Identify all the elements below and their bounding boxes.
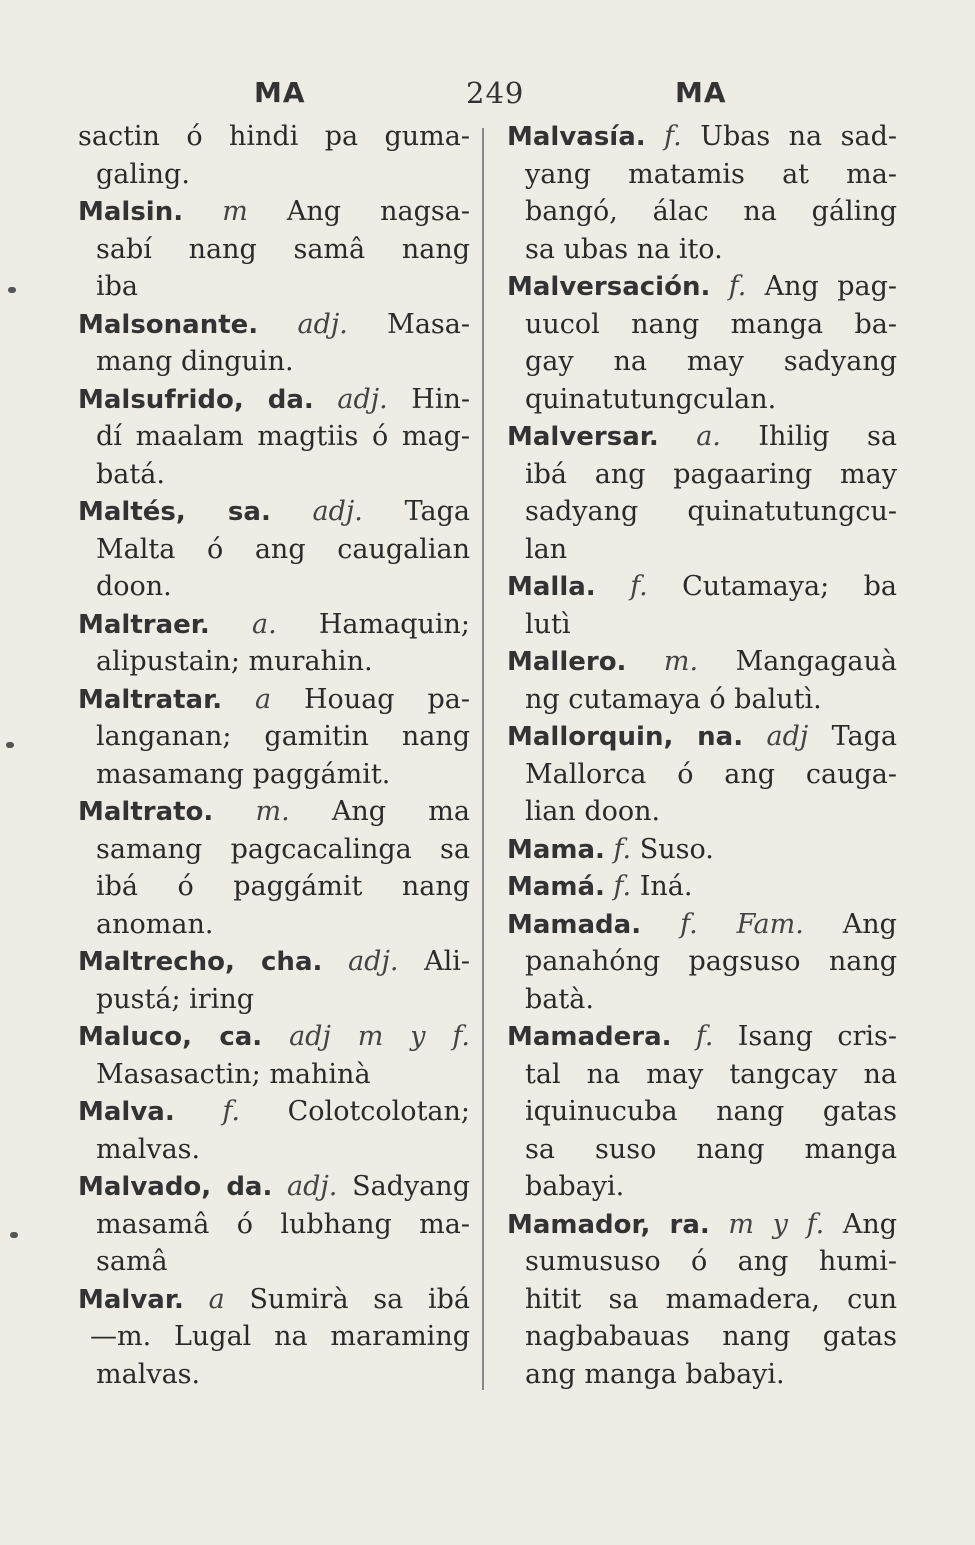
grammar-label: f. — [613, 833, 632, 865]
grammar-label: f. Fam. — [680, 908, 804, 940]
definition-text: pustá; iring — [96, 983, 255, 1015]
column-divider — [482, 128, 484, 1390]
definition-text: Isang cris- — [737, 1021, 897, 1052]
definition-text: Hin- — [411, 383, 470, 415]
headword: Maltés, sa. — [78, 497, 271, 527]
entry-line — [78, 1018, 470, 1056]
entry-line — [78, 831, 470, 869]
headword: Maltrato. — [78, 797, 214, 827]
definition-text: Cutamaya; ba — [682, 571, 897, 602]
definition-text: Ang nagsa- — [286, 196, 470, 227]
dictionary-entry — [78, 681, 470, 794]
grammar-label: adj. — [312, 496, 363, 527]
entry-line — [78, 756, 470, 794]
definition-text: iquinucuba nang gatas — [525, 1096, 897, 1127]
headword: Malsufrido, da. — [78, 384, 314, 415]
definition-text: ibá ang pagaaring may — [525, 458, 897, 490]
entry-line — [507, 831, 897, 869]
entry-line — [78, 531, 470, 569]
definition-text: yang matamis at ma- — [525, 158, 897, 190]
definition-text: sa suso nang manga — [525, 1133, 897, 1165]
grammar-label: m. — [255, 796, 290, 827]
headword: Mallorquin, na. — [507, 722, 744, 752]
definition-text: samang pagcacalinga sa — [96, 833, 470, 865]
entry-line — [78, 1093, 470, 1131]
entry-line — [507, 568, 897, 606]
definition-text: lian doon. — [525, 796, 661, 827]
entry-line — [78, 1168, 470, 1206]
headword: Malvado, da. — [78, 1172, 273, 1202]
definition-text: masamang paggámit. — [96, 758, 391, 790]
entry-line — [507, 1018, 897, 1056]
entry-line — [507, 193, 897, 231]
right-column — [507, 118, 897, 1393]
entry-line — [78, 493, 470, 531]
definition-text: Iná. — [639, 871, 693, 902]
definition-text: ang manga babayi. — [525, 1358, 785, 1390]
headword: Malsonante. — [78, 309, 259, 340]
definition-text: gay na may sadyang — [525, 346, 897, 377]
entry-line — [507, 906, 897, 944]
entry-line — [78, 268, 470, 306]
definition-text: Ang — [842, 1208, 898, 1240]
definition-text: Ihilig sa — [758, 421, 897, 452]
grammar-label: f. — [664, 121, 682, 152]
dictionary-entry — [78, 1168, 470, 1281]
entry-line — [78, 1243, 470, 1281]
entry-line — [507, 943, 897, 981]
entry-line — [507, 493, 897, 531]
headword: Mamadera. — [507, 1022, 672, 1052]
entry-line — [78, 118, 470, 156]
headword: Maltrecho, cha. — [78, 947, 323, 977]
grammar-label: a — [255, 683, 272, 715]
headword: Malvar. — [78, 1284, 184, 1315]
dictionary-entry — [78, 1018, 470, 1093]
definition-text: hitit sa mamadera, cun — [525, 1283, 897, 1315]
definition-text: Ang pag- — [764, 271, 897, 302]
running-head-right: MA — [675, 76, 727, 109]
definition-text: Masa- — [387, 308, 470, 340]
headword: Mamada. — [507, 909, 642, 940]
definition-text: iba — [96, 271, 139, 302]
definition-text: sabí nang samâ nang — [96, 233, 470, 265]
dictionary-entry — [78, 193, 470, 306]
entry-line — [78, 1206, 470, 1244]
entry-line — [78, 418, 470, 456]
entry-line — [78, 606, 470, 644]
definition-text: bangó, álac na gáling — [525, 196, 897, 227]
grammar-label: m. — [663, 646, 699, 677]
definition-text: uucol nang manga ba- — [525, 308, 897, 340]
definition-text: batà. — [525, 983, 594, 1015]
definition-text: Ang — [842, 908, 897, 940]
headword: Maltratar. — [78, 684, 223, 715]
grammar-label: f. — [695, 1021, 714, 1052]
definition-text: lan — [525, 533, 568, 565]
entry-line — [507, 156, 897, 194]
grammar-label: adj. — [337, 383, 388, 415]
definition-text: Houag pa- — [304, 683, 470, 715]
definition-text: babayi. — [525, 1171, 625, 1202]
definition-text: sadyang quinatutungcu- — [525, 496, 897, 527]
definition-text: galing. — [96, 158, 190, 190]
dictionary-entry — [507, 718, 897, 831]
definition-text: Mangagauà — [735, 646, 897, 677]
dictionary-entry — [507, 1206, 897, 1394]
definition-text: doon. — [96, 571, 172, 602]
definition-text: Colotcolotan; — [287, 1096, 470, 1127]
page-number: 249 — [466, 76, 525, 110]
grammar-label: f. — [222, 1096, 240, 1127]
definition-text: sumususo ó ang humi- — [525, 1246, 897, 1277]
definition-text: lutì — [525, 608, 571, 640]
grammar-label: adj. — [287, 1171, 338, 1202]
entry-line — [507, 531, 897, 569]
entry-line — [78, 943, 470, 981]
headword: Malvasía. — [507, 122, 646, 152]
grammar-label: f. — [728, 271, 747, 302]
entry-line — [78, 1131, 470, 1169]
entry-line — [507, 381, 897, 419]
headword: Malsin. — [78, 197, 184, 227]
dictionary-entry — [507, 568, 897, 643]
definition-text: masamâ ó lubhang ma- — [96, 1208, 470, 1240]
definition-text: dí maalam magtiis ó mag- — [96, 421, 470, 452]
definition-text: Mallorca ó ang cauga- — [525, 758, 897, 790]
entry-line — [78, 343, 470, 381]
entry-line — [78, 1356, 470, 1394]
dictionary-entry — [507, 643, 897, 718]
headword: Mamador, ra. — [507, 1209, 710, 1240]
grammar-label: adj. — [297, 308, 348, 340]
dictionary-entry — [78, 943, 470, 1018]
headword: Malla. — [507, 572, 596, 602]
definition-text: sactin ó hindi pa guma- — [78, 121, 470, 152]
headword: Maluco, ca. — [78, 1022, 263, 1052]
headword: Malversación. — [507, 272, 711, 302]
entry-line — [78, 718, 470, 756]
headword: Malva. — [78, 1097, 175, 1127]
definition-text: alipustain; murahin. — [96, 646, 373, 677]
definition-text: samâ — [96, 1246, 168, 1277]
entry-line — [507, 793, 897, 831]
entry-line — [507, 268, 897, 306]
definition-text: Ang ma — [331, 796, 470, 827]
dictionary-entry — [507, 868, 897, 906]
grammar-label: m y f. — [728, 1208, 825, 1240]
definition-text: Taga — [404, 496, 470, 527]
grammar-label: adj — [766, 721, 809, 752]
definition-text: tal na may tangcay na — [525, 1058, 897, 1090]
grammar-label: a. — [696, 421, 721, 452]
dictionary-entry — [507, 418, 897, 568]
grammar-label: a — [208, 1283, 225, 1315]
headword: Maltraer. — [78, 609, 210, 640]
entry-line — [507, 231, 897, 269]
entry-line — [507, 981, 897, 1019]
margin-mark — [6, 742, 14, 748]
entry-line — [507, 606, 897, 644]
entry-line — [78, 381, 470, 419]
entry-line — [78, 1318, 470, 1356]
grammar-label: adj. — [348, 946, 399, 977]
entry-line — [78, 231, 470, 269]
entry-line — [507, 756, 897, 794]
entry-line — [507, 681, 897, 719]
entry-line — [507, 1243, 897, 1281]
entry-line — [78, 793, 470, 831]
definition-text: quinatutungculan. — [525, 383, 777, 415]
entry-line — [78, 906, 470, 944]
entry-line — [507, 718, 897, 756]
entry-line — [78, 981, 470, 1019]
entry-line — [507, 343, 897, 381]
entry-line — [507, 456, 897, 494]
grammar-label: a. — [251, 608, 277, 640]
headword: Malversar. — [507, 422, 659, 452]
entry-line — [507, 1131, 897, 1169]
left-column — [78, 118, 470, 1393]
definition-text: Suso. — [639, 833, 714, 865]
entry-line — [507, 1093, 897, 1131]
dictionary-entry — [78, 793, 470, 943]
page-header — [0, 76, 975, 116]
entry-line — [78, 456, 470, 494]
definition-text: ibá ó paggámit nang — [96, 871, 470, 902]
grammar-label: f. — [630, 571, 648, 602]
definition-text: Sadyang — [352, 1171, 470, 1202]
definition-text: langanan; gamitin nang — [96, 721, 470, 752]
entry-line — [507, 868, 897, 906]
definition-text: nagbabauas nang gatas — [525, 1321, 897, 1352]
dictionary-entry — [78, 606, 470, 681]
margin-mark — [10, 1232, 18, 1238]
dictionary-entry — [507, 831, 897, 869]
entry-line — [507, 1206, 897, 1244]
definition-text: panahóng pagsuso nang — [525, 946, 897, 977]
entry-line — [78, 568, 470, 606]
grammar-label: m — [222, 196, 248, 227]
definition-text: ng cutamaya ó balutì. — [525, 683, 822, 715]
definition-text: Malta ó ang caugalian — [96, 533, 470, 565]
entry-line — [507, 643, 897, 681]
entry-line — [78, 156, 470, 194]
entry-line — [507, 418, 897, 456]
definition-text: Hamaquin; — [318, 608, 470, 640]
definition-text: mang dinguin. — [96, 346, 294, 377]
entry-line — [78, 1056, 470, 1094]
entry-line — [507, 118, 897, 156]
definition-text: anoman. — [96, 908, 214, 940]
dictionary-entry — [78, 1281, 470, 1394]
margin-mark — [8, 287, 16, 293]
grammar-label: adj m y f. — [289, 1021, 470, 1052]
dictionary-entry — [507, 268, 897, 418]
entry-line — [507, 1356, 897, 1394]
entry-line — [507, 1318, 897, 1356]
headword: Mamá. — [507, 872, 605, 902]
definition-text: Sumirà sa ibá — [249, 1283, 471, 1315]
definition-text: malvas. — [96, 1133, 201, 1165]
definition-text: sa ubas na ito. — [525, 233, 723, 265]
entry-line — [507, 1168, 897, 1206]
entry-line — [507, 306, 897, 344]
definition-text: Taga — [831, 721, 897, 752]
running-head-left: MA — [254, 76, 306, 109]
dictionary-entry — [78, 493, 470, 606]
entry-line — [507, 1281, 897, 1319]
definition-text: batá. — [96, 458, 165, 490]
dictionary-entry — [78, 1093, 470, 1168]
entry-line — [78, 681, 470, 719]
headword: Mama. — [507, 834, 605, 865]
definition-text: Masasactin; mahinà — [96, 1058, 371, 1090]
dictionary-entry — [78, 306, 470, 381]
dictionary-entry — [78, 118, 470, 193]
definition-text: Ali- — [424, 946, 470, 977]
entry-line — [507, 1056, 897, 1094]
dictionary-entry — [507, 118, 897, 268]
dictionary-entry — [78, 381, 470, 494]
entry-line — [78, 868, 470, 906]
definition-text: Ubas na sad- — [700, 121, 897, 152]
entry-line — [78, 643, 470, 681]
entry-line — [78, 193, 470, 231]
definition-text: malvas. — [96, 1358, 201, 1390]
definition-text: —m. Lugal na maraming — [90, 1321, 470, 1352]
dictionary-entry — [507, 906, 897, 1019]
entry-line — [78, 1281, 470, 1319]
dictionary-entry — [507, 1018, 897, 1206]
grammar-label: f. — [613, 871, 632, 902]
headword: Mallero. — [507, 647, 627, 677]
entry-line — [78, 306, 470, 344]
